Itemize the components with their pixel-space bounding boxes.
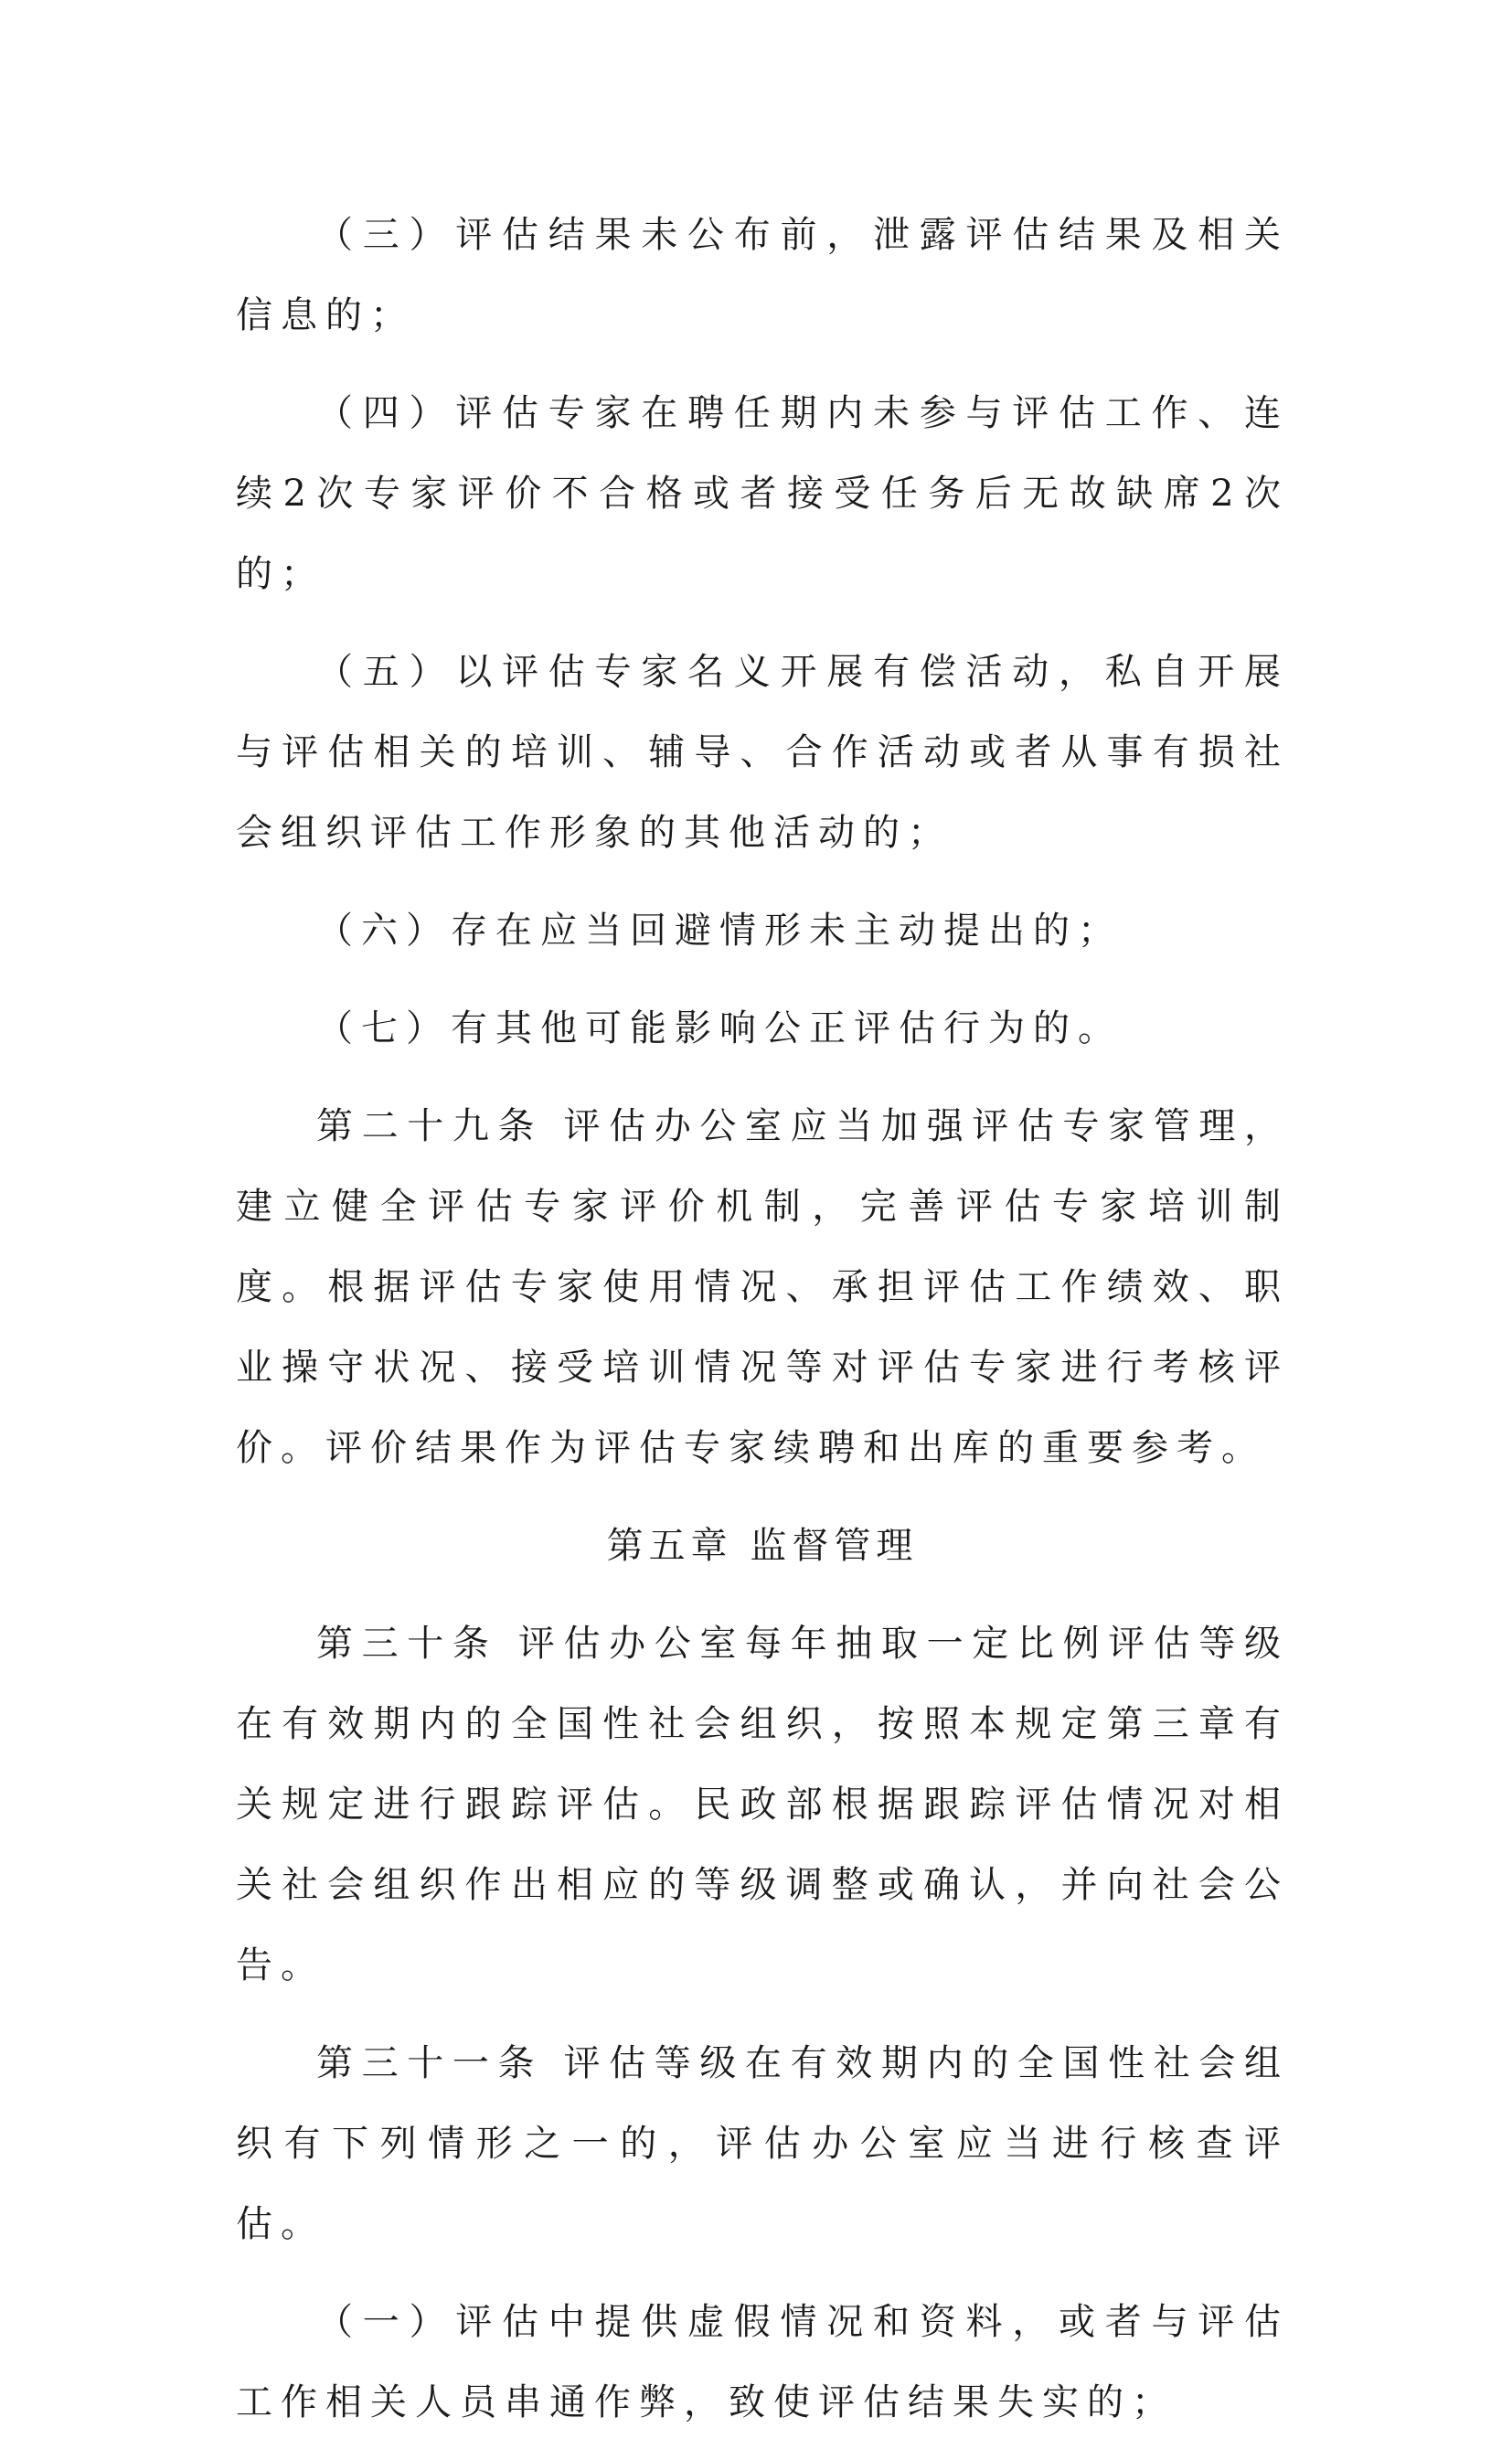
clause-item-7: （七）有其他可能影响公正评估行为的。 [316, 1007, 1123, 1049]
article-31: 第三十一条 评估等级在有效期内的全国性社会组织有下列情形之一的，评估办公室应当进行核查评估。 [236, 2042, 1289, 2245]
document-body [236, 195, 1289, 2460]
clause-item-1: （一）评估中提供虚假情况和资料，或者与评估工作相关人员串通作弊，致使评估结果失实的； [236, 2301, 1289, 2423]
article-29: 第二十九条 评估办公室应当加强评估专家管理，建立健全评估专家评价机制，完善评估专家培训制度。根据评估专家使用情况、承担评估工作绩效、职业操守状况、接受培训情况等对评估专家进行考核评价。评价结果作为评估专家续聘和出库的重要参考。 [236, 1105, 1289, 1469]
clause-item-6: （六）存在应当回避情形未主动提出的； [316, 910, 1123, 952]
clause-item-5: （五）以评估专家名义开展有偿活动，私自开展与评估相关的培训、辅导、合作活动或者从事有损社会组织评估工作形象的其他活动的； [236, 651, 1289, 854]
chapter-heading: 第五章 监督管理 [606, 1525, 919, 1567]
clause-item-4: （四）评估专家在聘任期内未参与评估工作、连续2次专家评价不合格或者接受任务后无故缺席2次的； [236, 392, 1289, 595]
clause-item-3: （三）评估结果未公布前，泄露评估结果及相关信息的； [236, 214, 1289, 336]
article-30: 第三十条 评估办公室每年抽取一定比例评估等级在有效期内的全国性社会组织，按照本规定第三章有关规定进行跟踪评估。民政部根据跟踪评估情况对相关社会组织作出相应的等级调整或确认，并向社会公告。 [236, 1623, 1289, 1986]
